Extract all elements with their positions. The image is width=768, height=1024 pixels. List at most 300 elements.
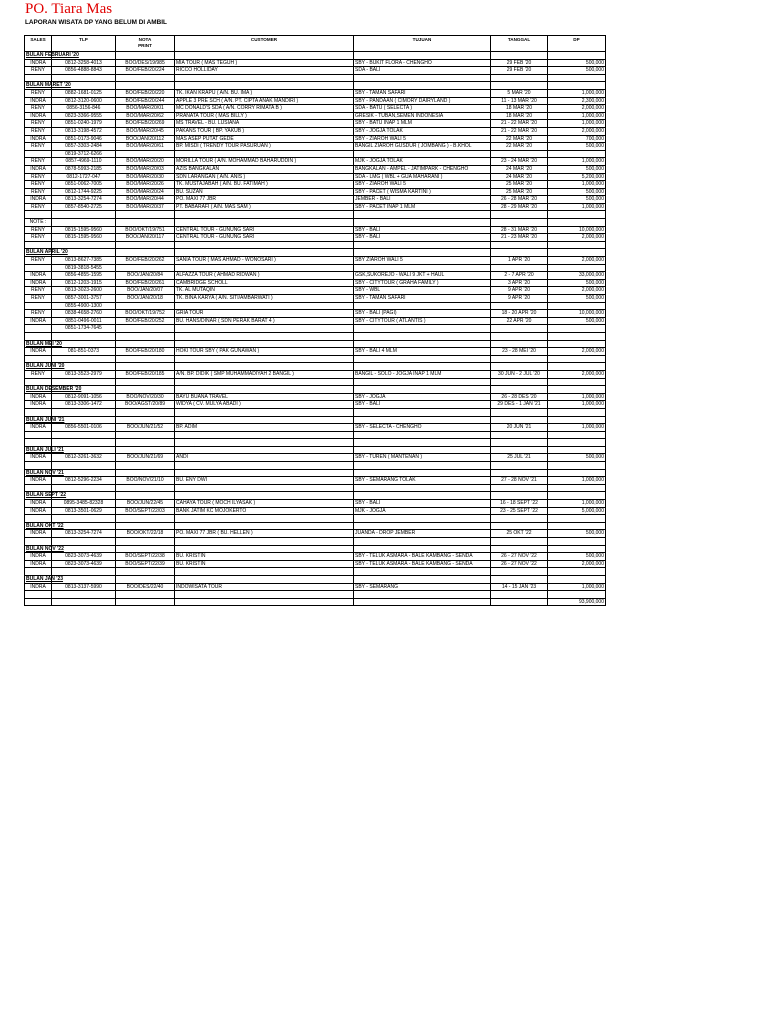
cell-dp: 1,000,000 [548,181,606,189]
blank-cell [354,568,491,576]
blank-row [25,538,606,546]
cell-nota: BOO/JUN/22/45 [116,500,175,508]
section-blank-cell [116,82,175,90]
blank-cell [548,462,606,470]
cell-customer: PAKANS TOUR ( BP. YAKUB ) [175,127,354,135]
cell-tanggal: 26 - 27 NOV '22 [491,560,548,568]
section-row [25,363,606,371]
section-blank-cell [548,52,606,60]
blank-cell [548,591,606,599]
cell-tanggal: 25 OKT '22 [491,530,548,538]
cell-tujuan: SBY - BALI (PAGI) [354,310,491,318]
section-blank-cell [491,469,548,477]
section-blank-cell [116,522,175,530]
cell-tlp: 0812-1744-9225 [52,188,116,196]
section-blank-cell [116,575,175,583]
blank-cell [491,211,548,219]
cell-tanggal: 18 - 20 APR '20 [491,310,548,318]
cell-nota: BOO/MAR/20/37 [116,203,175,211]
table-row [25,264,606,272]
cell-tanggal: 5 MAR '20 [491,89,548,97]
cell-tanggal: 9 APR '20 [491,295,548,303]
blank-cell [354,408,491,416]
cell-tanggal: 24 MAR '20 [491,173,548,181]
cell-dp: 2,000,000 [548,560,606,568]
section-label: BULAN JULI '21 [26,446,64,453]
cell-customer: MIA TOUR ( MAS TEGUH ) [175,59,354,67]
cell-nota: BOO/MAR/20/20 [116,158,175,166]
blank-cell [25,241,52,249]
blank-cell [25,332,52,340]
cell-tujuan: MJK - JOGJA [354,507,491,515]
cell-sales: INDRA [25,454,52,462]
section-row [25,545,606,553]
cell-dp: 5,000,000 [548,507,606,515]
table-row [25,317,606,325]
section-blank-cell [175,363,354,371]
cell-sales: INDRA [25,401,52,409]
cell-tanggal: 18 MAR '20 [491,112,548,120]
cell-sales: RENY [25,310,52,318]
cell-tujuan: SBY - SEMARANG TOLAK [354,477,491,485]
cell-sales: INDRA [25,135,52,143]
cell-tujuan: SBY - CITYTOUR ( GRAHA FAMILY ) [354,279,491,287]
cell-nota: BOO/MAR/20/26 [116,181,175,189]
blank-cell [548,332,606,340]
cell-dp: 1,000,000 [548,477,606,485]
section-label: BULAN JUNI '21 [26,416,65,423]
cell-tujuan: SBY - BALI [354,226,491,234]
cell-tujuan: SBY - BALI [354,500,491,508]
blank-cell [548,211,606,219]
cell-tujuan: BANGIL ZIAROH GUSDUR ( JOMBANG ) - B.KHOL [354,143,491,151]
total-blank [175,598,354,606]
table-row [25,181,606,189]
total-blank [116,598,175,606]
cell-tlp: 0815-1595-9560 [52,226,116,234]
blank-row [25,74,606,82]
cell-dp: 500,000 [548,67,606,75]
table-row [25,97,606,105]
cell-tujuan: SBY - JOGJA TOLAK [354,127,491,135]
grand-total: 93,900,000 [548,598,606,606]
section-blank-cell [491,492,548,500]
cell-customer: PO. MAXI 77 JBR [175,196,354,204]
cell-dp [548,219,606,227]
cell-tanggal: 26 - 28 MAR '20 [491,196,548,204]
cell-customer: HOKI TOUR SBY ( PAK GUNAWAN ) [175,348,354,356]
blank-cell [25,484,52,492]
section-blank-cell [548,363,606,371]
section-blank-cell [354,52,491,60]
cell-tlp: 0838-4658-2760 [52,310,116,318]
section-row [25,446,606,454]
blank-row [25,355,606,363]
cell-sales: RENY [25,226,52,234]
cell-tanggal: 23 - 25 SEPT '22 [491,507,548,515]
cell-tujuan: MJK - JOGJA TOLAK [354,158,491,166]
cell-nota [116,150,175,158]
section-blank-cell [175,340,354,348]
cell-customer: BU. HANS/DINAR ( SDN PERAK BARAT 4 ) [175,317,354,325]
cell-dp: 1,000,000 [548,424,606,432]
cell-tujuan: SBY - WBL [354,287,491,295]
blank-cell [175,515,354,523]
cell-dp: 500,000 [548,196,606,204]
cell-tujuan: SBY - TAMAN SAFARI [354,89,491,97]
cell-tanggal: 29 FEB '20 [491,59,548,67]
cell-nota: BOO/MAR/20/30 [116,173,175,181]
total-blank [52,598,116,606]
cell-sales: INDRA [25,477,52,485]
cell-sales: RENY [25,287,52,295]
cell-tujuan: SBY ZIAROH WALI 5 [354,257,491,265]
cell-sales: RENY [25,105,52,113]
section-blank-cell [116,492,175,500]
cell-customer: A/N. BP. DIDIK ( SMP MUHAMMADIYAH 2 BANGIL ) [175,370,354,378]
section-label: BULAN NOV '22 [26,545,64,552]
cell-dp: 500,000 [548,279,606,287]
cell-tanggal: 9 APR '20 [491,287,548,295]
blank-cell [52,408,116,416]
cell-dp: 500,000 [548,553,606,561]
cell-tanggal [491,302,548,310]
blank-cell [354,484,491,492]
blank-cell [175,484,354,492]
cell-tanggal: 30 JUN - 2 JUL '20 [491,370,548,378]
blank-cell [175,568,354,576]
cell-customer: WIDYA ( CV. MULYA ABADI ) [175,401,354,409]
section-blank-cell [116,363,175,371]
table-row [25,234,606,242]
cell-tanggal [491,219,548,227]
blank-cell [175,439,354,447]
blank-cell [175,591,354,599]
cell-customer: SANIA TOUR ( MAS AHMAD - WONOSARI ) [175,257,354,265]
cell-customer: CENTRAL TOUR - GUNUNG SARI [175,234,354,242]
total-blank [25,598,52,606]
table-row [25,143,606,151]
header-nota [116,36,175,52]
cell-dp: 2,300,000 [548,97,606,105]
section-blank-cell [491,386,548,394]
section-row [25,82,606,90]
section-blank-cell [116,545,175,553]
blank-cell [52,591,116,599]
cell-sales: RENY [25,67,52,75]
blank-cell [491,241,548,249]
table-row [25,67,606,75]
table-row [25,287,606,295]
section-blank-cell [116,249,175,257]
section-label: BULAN NOV '21 [26,469,64,476]
table-row [25,310,606,318]
blank-cell [354,332,491,340]
cell-sales: INDRA [25,348,52,356]
cell-tujuan [354,302,491,310]
blank-cell [491,515,548,523]
table-row [25,302,606,310]
blank-cell [548,378,606,386]
cell-customer: CENTRAL TOUR - GUNUNG SARI [175,226,354,234]
blank-cell [52,332,116,340]
cell-nota [116,325,175,333]
blank-cell [25,355,52,363]
cell-dp: 500,000 [548,454,606,462]
blank-cell [116,332,175,340]
cell-customer: MORILLA TOUR ( A/N. MOHAMMAD BAHARUDDIN ) [175,158,354,166]
cell-tanggal: 21 - 23 MAR '20 [491,234,548,242]
blank-cell [116,484,175,492]
table-row [25,158,606,166]
blank-cell [52,241,116,249]
cell-customer: ALFAZZA TOUR ( AHMAD RIDWAN ) [175,272,354,280]
cell-tujuan: SDA - BALI [354,67,491,75]
cell-sales: INDRA [25,393,52,401]
blank-cell [116,591,175,599]
section-blank-cell [548,249,606,257]
section-blank-cell [175,492,354,500]
table-row [25,553,606,561]
blank-cell [491,332,548,340]
cell-nota [116,264,175,272]
blank-cell [354,515,491,523]
blank-cell [52,515,116,523]
section-blank-cell [354,575,491,583]
cell-tlp: 0878-5993-2185 [52,165,116,173]
blank-cell [354,241,491,249]
cell-tlp: 0819-3712-6266 [52,150,116,158]
cell-tlp: 0851-0496-0011 [52,317,116,325]
cell-nota: BOO/FEB/20/261 [116,279,175,287]
cell-tujuan: SBY - BATU INAP 1 MLM [354,120,491,128]
cell-dp: 5,200,000 [548,173,606,181]
cell-sales: RENY [25,89,52,97]
blank-cell [548,538,606,546]
cell-tujuan: SBY - BALI [354,401,491,409]
cell-customer: CAHAYA TOUR ( MOCH ILYASAK ) [175,500,354,508]
blank-cell [25,408,52,416]
cell-tanggal: 27 - 28 NOV '21 [491,477,548,485]
cell-tujuan [354,150,491,158]
section-blank-cell [175,575,354,583]
cell-tujuan: SBY - PANDAAN ( CIMORY DAIRYLAND ) [354,97,491,105]
section-blank-cell [354,545,491,553]
cell-sales: INDRA [25,317,52,325]
cell-nota: BOO/MAR/20/44 [116,196,175,204]
table-row [25,105,606,113]
table-row [25,89,606,97]
blank-cell [491,538,548,546]
cell-sales: INDRA [25,424,52,432]
cell-sales: RENY [25,127,52,135]
cell-tujuan: SBY - TELUK ASMARA - BALE KAMBANG - SENDA [354,560,491,568]
blank-row [25,515,606,523]
cell-tlp: 0856-5501-0106 [52,424,116,432]
cell-customer [175,325,354,333]
blank-cell [175,408,354,416]
section-label: BULAN SEPT '22 [26,492,67,499]
cell-customer: MS TRAVEL - BU. LUSIANA [175,120,354,128]
table-row [25,295,606,303]
cell-customer: BP. MISDI ( TRENDY TOUR PASURUAN ) [175,143,354,151]
table-row [25,127,606,135]
cell-nota: BOO/FEB/20/185 [116,370,175,378]
blank-row [25,591,606,599]
cell-sales: INDRA [25,165,52,173]
cell-tlp: 0813-8627-7385 [52,257,116,265]
cell-tanggal: 29 FEB '20 [491,67,548,75]
table-row [25,393,606,401]
table-row [25,424,606,432]
section-blank-cell [175,545,354,553]
cell-tlp: 0851-0062-7005 [52,181,116,189]
section-blank-cell [548,492,606,500]
cell-sales: INDRA [25,530,52,538]
table-row [25,454,606,462]
cell-tlp: 0813-3254-7274 [52,530,116,538]
cell-customer: BANK JATIM KC MOJOKERTO [175,507,354,515]
section-blank-cell [175,249,354,257]
cell-tlp: 0813-3198-4572 [52,127,116,135]
cell-dp: 1,000,000 [548,203,606,211]
cell-dp: 500,000 [548,59,606,67]
section-blank-cell [175,469,354,477]
cell-customer: GRIA TOUR [175,310,354,318]
cell-dp: 10,000,000 [548,226,606,234]
cell-tujuan: SBY - TAMAN SAFARI [354,295,491,303]
cell-nota: BOO/MAR/20/62 [116,112,175,120]
section-blank-cell [491,446,548,454]
blank-cell [491,462,548,470]
section-blank-cell [491,52,548,60]
table-row [25,583,606,591]
cell-tujuan: SDA - BATU ( SELECTA ) [354,105,491,113]
section-label: BULAN JUNI '20 [26,363,65,370]
blank-cell [491,355,548,363]
section-blank-cell [354,386,491,394]
blank-row [25,439,606,447]
cell-tanggal: 23 - 24 MAR '20 [491,158,548,166]
cell-dp: 2,000,000 [548,370,606,378]
cell-customer: INDOWISATA TOUR [175,583,354,591]
blank-cell [116,462,175,470]
cell-sales: RENY [25,234,52,242]
cell-tujuan [354,264,491,272]
table-row [25,120,606,128]
section-blank-cell [175,386,354,394]
cell-tujuan: GRESIK - TUBAN,SEMEN INDONESIA [354,112,491,120]
blank-cell [116,408,175,416]
blank-cell [116,538,175,546]
section-blank-cell [491,545,548,553]
blank-cell [175,378,354,386]
cell-sales: RENY [25,173,52,181]
cell-nota: BOO/MAR/20/61 [116,143,175,151]
cell-tujuan: BANGKALAN - AMPEL - JATIMPARK - CHENGHO [354,165,491,173]
cell-tujuan: GSK,SUKOREJO - WALI 9 JKT + HAUL [354,272,491,280]
total-blank [491,598,548,606]
header-tlp: TLP [52,36,116,52]
cell-tujuan: BANGIL - SOLO - JOGJA INAP 1 MLM [354,370,491,378]
cell-tanggal: 26 - 27 NOV '22 [491,553,548,561]
cell-dp: 33,000,000 [548,272,606,280]
cell-nota: BOO/OKT/22/18 [116,530,175,538]
section-blank-cell [175,82,354,90]
blank-cell [116,74,175,82]
cell-dp [548,150,606,158]
section-label: BULAN JAN '23 [26,575,64,582]
cell-tlp: 0813-3501-0629 [52,507,116,515]
blank-cell [491,431,548,439]
cell-tujuan: SBY - CITYTOUR ( ATLANTIS ) [354,317,491,325]
table-row [25,370,606,378]
cell-customer: CAMBRIDGE SCHOLL [175,279,354,287]
cell-nota: BOO/SEPT/22/39 [116,560,175,568]
table-row [25,226,606,234]
blank-cell [52,355,116,363]
section-blank-cell [116,469,175,477]
cell-nota: BOO/MAR/20/01 [116,105,175,113]
cell-customer: MC DONALD'S SDA ( A/N. CORRY RIMATA B ) [175,105,354,113]
cell-tlp: 0812-3120-0600 [52,97,116,105]
cell-nota [116,302,175,310]
cell-tlp: 0812-3258-4013 [52,59,116,67]
table-row [25,560,606,568]
cell-tlp: 0851-1734-7645 [52,325,116,333]
cell-customer: BP. ADIM [175,424,354,432]
blank-cell [52,211,116,219]
table-body [25,52,606,599]
cell-tanggal: 14 - 15 JAN '23 [491,583,548,591]
cell-dp [548,264,606,272]
blank-cell [491,439,548,447]
cell-nota: BOO/FEB/20/180 [116,348,175,356]
section-blank-cell [491,575,548,583]
cell-tanggal: 28 - 31 MAR '20 [491,226,548,234]
cell-tujuan: SBY - JOGJA [354,393,491,401]
section-blank-cell [548,446,606,454]
section-blank-cell [116,416,175,424]
section-blank-cell [354,469,491,477]
cell-customer: BU. KRISTIN [175,553,354,561]
blank-cell [548,431,606,439]
section-blank-cell [175,416,354,424]
cell-nota: BOO/JAN/20/117 [116,234,175,242]
cell-nota: BOO/JAN/20/07 [116,287,175,295]
section-blank-cell [354,363,491,371]
cell-tujuan [354,219,491,227]
cell-tanggal [491,264,548,272]
blank-cell [548,355,606,363]
table-row [25,59,606,67]
cell-nota: BOO/JUN/21/52 [116,424,175,432]
table-row [25,173,606,181]
cell-nota: BOO/DES/22/40 [116,583,175,591]
cell-customer: BU. ENY DWI [175,477,354,485]
cell-dp: 500,000 [548,188,606,196]
blank-cell [25,211,52,219]
cell-tujuan: SBY - PACET INAP 1 MLM [354,203,491,211]
header-tanggal: TANGGAL [491,36,548,52]
cell-dp: 500,000 [548,295,606,303]
cell-tanggal: 21 - 22 MAR '20 [491,120,548,128]
cell-tanggal: 2 - 7 APR '20 [491,272,548,280]
cell-tanggal: 21 - 22 MAR '20 [491,127,548,135]
cell-nota: BOO/FEB/20/269 [116,120,175,128]
cell-tlp: 0813-3137-5990 [52,583,116,591]
section-blank-cell [354,82,491,90]
